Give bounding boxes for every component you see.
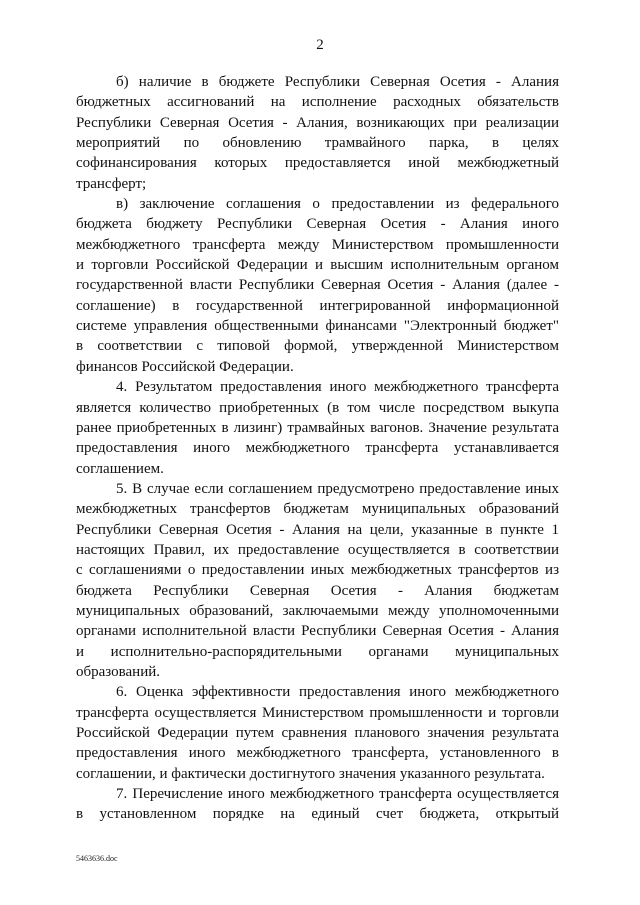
text-line: и исполнительно-распорядительными органами муниципальных: [76, 643, 559, 660]
text-line: государственной власти Республики Северная Осетия - Алания (далее -: [76, 277, 559, 294]
text-line: с соглашениями о предоставлении иных межбюджетных трансфертов из: [76, 562, 559, 579]
text-line: 6. Оценка эффективности предоставления иного межбюджетного: [116, 684, 559, 701]
text-line: соглашение) в государственной интегрированной информационной: [76, 297, 559, 314]
text-line: финансов Российской Федерации.: [76, 358, 294, 375]
text-line: софинансирования которых предоставляется иной межбюджетный: [76, 155, 559, 172]
text-line: предоставления иного межбюджетного трансферта, установленного в: [76, 745, 559, 762]
text-line: ранее приобретенных в лизинг) трамвайных вагонов. Значение результата: [76, 419, 559, 436]
text-line: 7. Перечисление иного межбюджетного трансферта осуществляется: [116, 786, 559, 803]
text-line: 4. Результатом предоставления иного межбюджетного трансферта: [116, 379, 559, 396]
text-line: 5. В случае если соглашением предусмотрено предоставление иных: [116, 480, 559, 497]
text-line: настоящих Правил, их предоставление осуществляется в соответствии: [76, 541, 559, 558]
text-line: межбюджетных трансфертов бюджетам муниципальных образований: [76, 501, 559, 518]
footer-filename: 5463636.doc: [76, 854, 118, 863]
text-line: межбюджетного трансферта между Министерством промышленности: [76, 236, 559, 253]
text-line: в установленном порядке на единый счет бюджета, открытый: [76, 806, 559, 823]
text-line: муниципальных образований, заключаемыми между уполномоченными: [76, 602, 559, 619]
text-line: Республики Северная Осетия - Алания, возникающих при реализации: [76, 114, 559, 131]
text-line: трансферт;: [76, 175, 147, 192]
text-line: органами исполнительной власти Республики Северная Осетия - Алания: [76, 623, 559, 640]
text-line: в) заключение соглашения о предоставлении из федерального: [116, 196, 559, 213]
text-line: в соответствии с типовой формой, утвержденной Министерством: [76, 338, 559, 355]
text-line: системе управления общественными финансами "Электронный бюджет": [76, 318, 559, 335]
text-line: предоставления иного межбюджетного трансферта устанавливается: [76, 440, 559, 457]
text-line: б) наличие в бюджете Республики Северная Осетия - Алания: [116, 74, 559, 90]
text-line: является количество приобретенных (в том числе посредством выкупа: [76, 399, 559, 416]
text-line: бюджета бюджету Республики Северная Осетия - Алания иного: [76, 216, 559, 233]
text-line: соглашении, и фактически достигнутого значения указанного результата.: [76, 765, 545, 782]
page-number: 2: [316, 37, 324, 53]
text-line: Российской Федерации путем сравнения планового значения результата: [76, 725, 559, 741]
text-line: соглашением.: [76, 460, 164, 477]
text-line: образований.: [76, 663, 161, 680]
text-line: и торговли Российской Федерации и высшим исполнительным органом: [76, 257, 559, 274]
text-line: бюджетных ассигнований на исполнение расходных обязательств: [76, 94, 559, 111]
text-line: мероприятий по обновлению трамвайного парка, в целях: [76, 135, 559, 152]
text-line: бюджета Республики Северная Осетия - Алания бюджетам: [76, 582, 559, 599]
text-line: Республики Северная Осетия - Алания на цели, указанные в пункте 1: [76, 521, 559, 538]
body-text: [76, 72, 559, 825]
text-line: трансферта осуществляется Министерством промышленности и торговли: [76, 704, 559, 721]
